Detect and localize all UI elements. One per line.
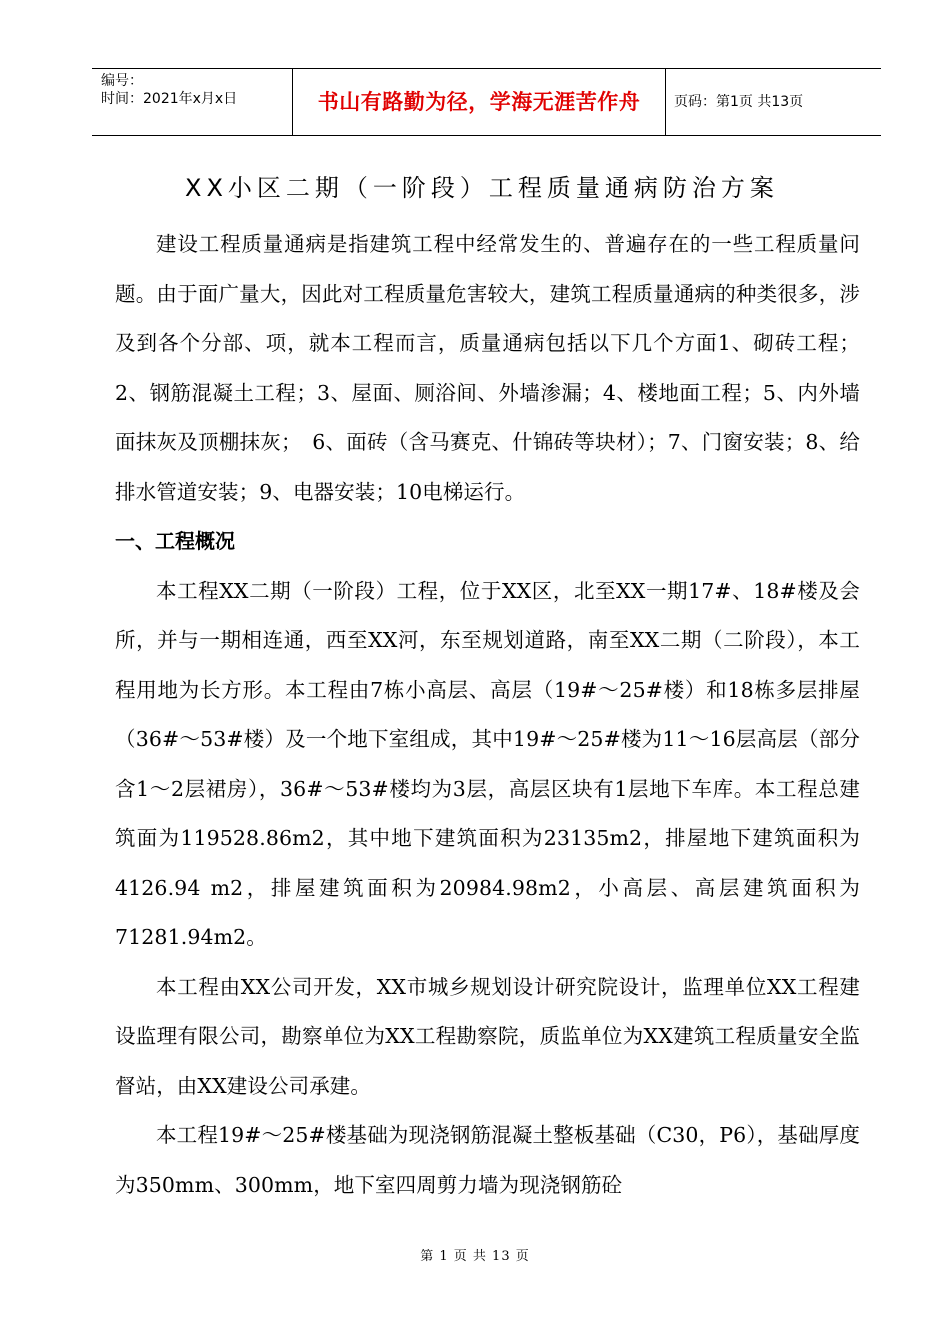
overview-paragraph-1: 本工程XX二期（一阶段）工程，位于XX区，北至XX一期17#、18#楼及会所，并与一期相连通，西至XX河，东至规划道路，南至XX二期（二阶段），本工程用地为长方形。本工程由7栋小高层、高层（19#～25#楼）和18栋多层排屋（36#～53#楼）及一个地下室组成，其中19#～25#楼为11～16层高层（部分含1～2层裙房），36#～53#楼均为3层，高层区块有1层地下车库。本工程总建筑面为119528.86m2，其中地下建筑面积为23135m2，排屋地下建筑面积为4126.94 m2，排屋建筑面积为20984.98m2，小高层、高层建筑面积为71281.94m2。 <box>115 578 860 949</box>
page-footer: 第 1 页 共 13 页 <box>420 1249 530 1264</box>
document-title: XX小区二期（一阶段）工程质量通病防治方案 <box>185 174 779 202</box>
section-heading: 一、工程概况 <box>115 529 235 553</box>
page-header <box>92 68 881 136</box>
header-info-cell <box>92 69 293 135</box>
header-page-cell <box>666 69 881 135</box>
header-motto: 书山有路勤为径，学海无涯苦作舟 <box>293 69 666 135</box>
time-label: 时间：2021年x月x日 <box>101 91 238 107</box>
intro-paragraph: 建设工程质量通病是指建筑工程中经常发生的、普遍存在的一些工程质量问题。由于面广量大，因此对工程质量危害较大，建筑工程质量通病的种类很多，涉及到各个分部、项，就本工程而言，质量通病包括以下几个方面1、砌砖工程；2、钢筋混凝土工程；3、屋面、厕浴间、外墙渗漏；4、楼地面工程；5、内外墙面抹灰及顶棚抹灰； 6、面砖（含马赛克、什锦砖等块材）；7、门窗安装；8、给排水管道安装；9、电器安装；10电梯运行。 <box>115 232 860 504</box>
header-page-label: 页码：第1页 共13页 <box>674 94 804 110</box>
serial-number-label: 编号： <box>101 73 143 89</box>
overview-paragraph-2: 本工程由XX公司开发，XX市城乡规划设计研究院设计，监理单位XX工程建设监理有限公司，勘察单位为XX工程勘察院，质监单位为XX建筑工程质量安全监督站，由XX建设公司承建。 <box>115 974 860 1098</box>
document-body <box>115 220 860 1210</box>
overview-paragraph-3: 本工程19#～25#楼基础为现浇钢筋混凝土整板基础（C30，P6），基础厚度为350mm、300mm，地下室四周剪力墙为现浇钢筋砼 <box>115 1123 860 1197</box>
